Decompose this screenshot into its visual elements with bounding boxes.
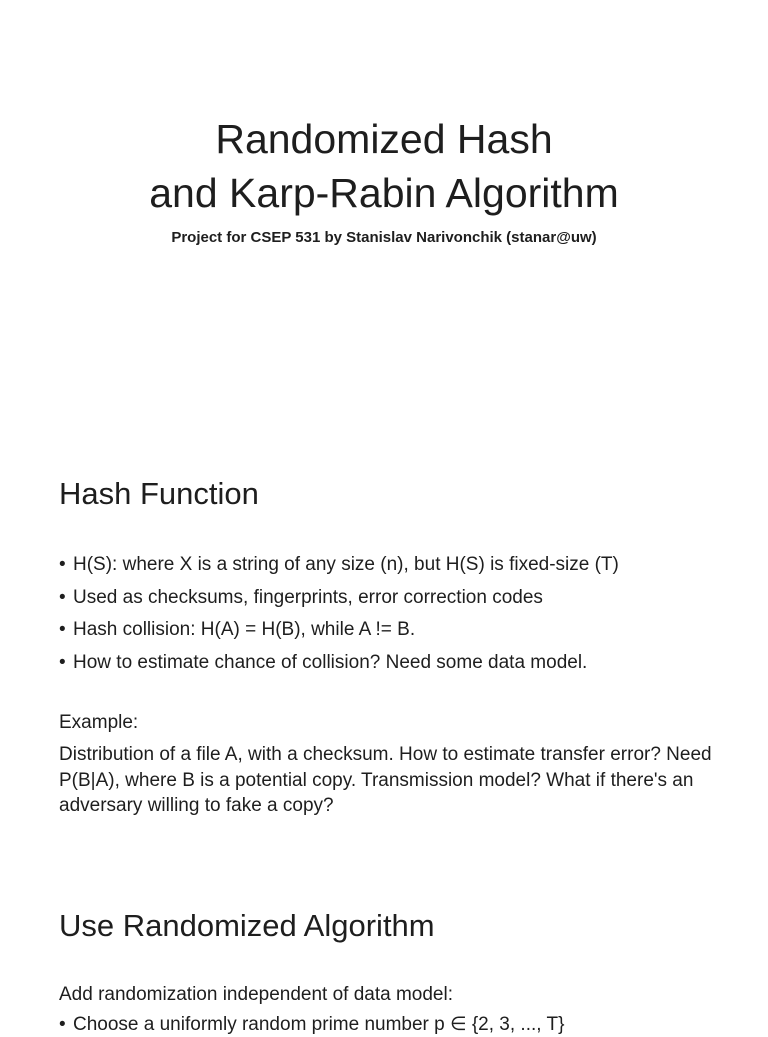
slide-subtitle: Project for CSEP 531 by Stanislav Narivonchik (stanar@uw): [171, 229, 597, 246]
title-line-1: Randomized Hash: [215, 116, 553, 162]
hash-function-heading: Hash Function: [59, 476, 259, 511]
title-line-2: and Karp-Rabin Algorithm: [149, 170, 619, 216]
partial-bullet: • Choose a uniformly random prime number p ∈ {2, 3, ..., T}: [59, 1012, 564, 1037]
example-label: Example:: [59, 712, 139, 733]
bullet-item: • Used as checksums, fingerprints, error correction codes: [59, 582, 749, 615]
slide-title: [0, 112, 768, 220]
example-body: Distribution of a file A, with a checksum. How to estimate transfer error? Need P(B|A), where B is a potential copy. Transmission model? What if there's an adversary willing to fake a copy?: [59, 744, 712, 816]
randomization-intro: Add randomization independent of data model:: [59, 984, 453, 1005]
bullet-item: • How to estimate chance of collision? Need some data model.: [59, 647, 749, 680]
hash-function-bullets: [59, 549, 749, 679]
bullet-item: • H(S): where X is a string of any size (n), but H(S) is fixed-size (T): [59, 549, 749, 582]
bullet-item: • Hash collision: H(A) = H(B), while A != B.: [59, 614, 749, 647]
randomized-algorithm-heading: Use Randomized Algorithm: [59, 908, 435, 943]
